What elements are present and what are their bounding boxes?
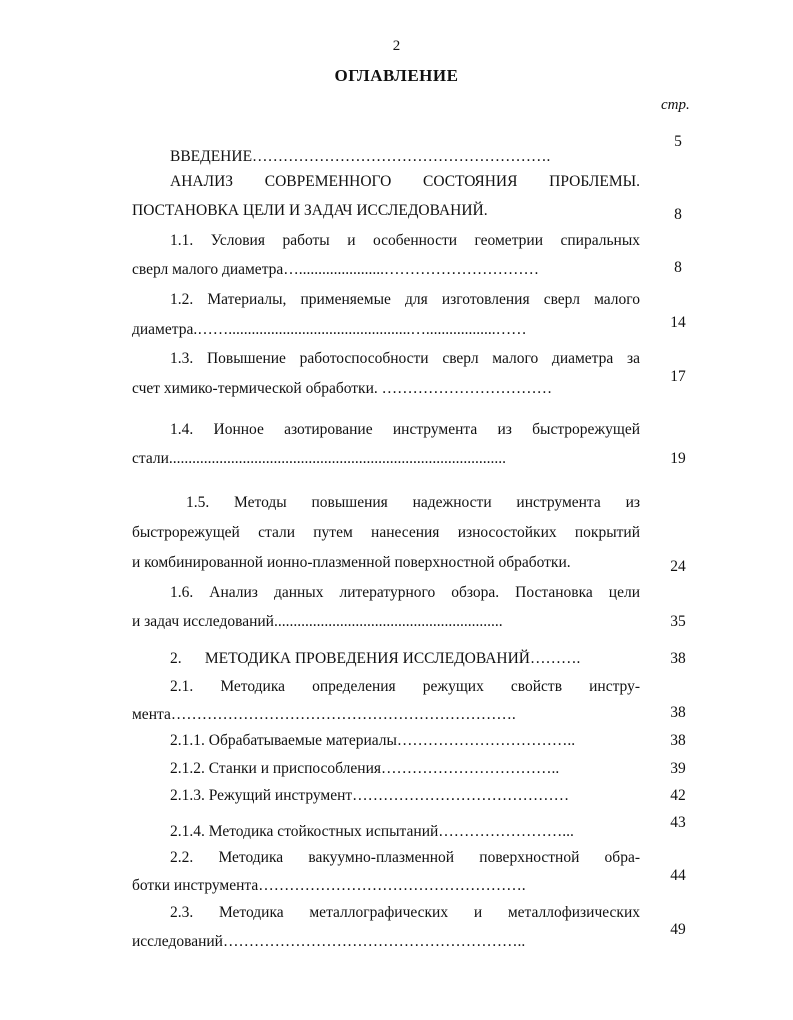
toc-entry-1-5-line3: и комбинированной ионно-плазменной поверхностной обработки.: [132, 554, 571, 571]
toc-page-2-1: 38: [670, 704, 686, 721]
toc-entry-2-1-3: 2.1.3. Режущий инструмент……………………………………: [170, 787, 570, 804]
toc-page-2-1-1: 38: [670, 732, 686, 749]
toc-entry-2-1-line1: 2.1. Методика определения режущих свойств инстру-: [170, 678, 640, 695]
toc-page-2-1-2: 39: [670, 760, 686, 777]
toc-page-1-3: 17: [670, 368, 686, 385]
toc-page-ch1: 8: [674, 206, 682, 223]
toc-entry-ch2: 2. МЕТОДИКА ПРОВЕДЕНИЯ ИССЛЕДОВАНИЙ……….: [170, 650, 581, 667]
toc-entry-2-2-line1: 2.2. Методика вакуумно-плазменной поверхностной обра-: [170, 849, 640, 866]
toc-entry-1-1-line2: сверл малого диаметра…......................…………………………: [132, 261, 540, 278]
toc-entry-ch1-line2: ПОСТАНОВКА ЦЕЛИ И ЗАДАЧ ИССЛЕДОВАНИЙ.: [132, 202, 488, 219]
toc-entry-1-1-line1: 1.1. Условия работы и особенности геометрии спиральных: [170, 232, 640, 249]
toc-entry-1-3-line1: 1.3. Повышение работоспособности сверл малого диаметра за: [170, 350, 640, 367]
toc-entry-intro: ВВЕДЕНИЕ………………………………………………….: [170, 148, 551, 165]
toc-page-1-6: 35: [670, 613, 686, 630]
toc-entry-1-4-line2: стали.......................................................................................: [132, 450, 507, 467]
page-title: ОГЛАВЛЕНИЕ: [334, 66, 459, 85]
toc-entry-1-5-line2: быстрорежущей стали путем нанесения износостойких покрытий: [132, 524, 640, 541]
page-column-label: стр.: [661, 97, 690, 113]
toc-entry-1-6-line2: и задач исследований...........................................................: [132, 613, 503, 630]
toc-entry-2-1-4: 2.1.4. Методика стойкостных испытаний……………………...: [170, 823, 574, 840]
toc-entry-2-3-line1: 2.3. Методика металлографических и металлофизических: [170, 904, 640, 921]
toc-entry-ch1-line1: АНАЛИЗ СОВРЕМЕННОГО СОСТОЯНИЯ ПРОБЛЕМЫ.: [170, 173, 640, 190]
toc-page-1-5: 24: [670, 558, 686, 575]
page-number: 2: [392, 38, 401, 54]
toc-page-1-4: 19: [670, 450, 686, 467]
toc-entry-1-6-line1: 1.6. Анализ данных литературного обзора. Постановка цели: [170, 584, 640, 601]
toc-page-intro: 5: [674, 133, 682, 150]
toc-page-2-1-4: 43: [670, 814, 686, 831]
toc-page-1-2: 14: [670, 314, 686, 331]
toc-entry-1-3-line2: счет химико-термической обработки. ……………………………: [132, 380, 553, 397]
toc-entry-1-4-line1: 1.4. Ионное азотирование инструмента из быстрорежущей: [170, 421, 640, 438]
toc-entry-1-2-line1: 1.2. Материалы, применяемые для изготовления сверл малого: [170, 291, 640, 308]
toc-entry-1-5-line1: 1.5. Методы повышения надежности инструмента из: [186, 494, 640, 511]
toc-entry-2-1-1: 2.1.1. Обрабатываемые материалы……………………………..: [170, 732, 576, 749]
toc-entry-2-1-2: 2.1.2. Станки и приспособления……………………………..: [170, 760, 560, 777]
toc-page-2-1-3: 42: [670, 787, 686, 804]
toc-entry-2-3-line2: исследований…………………………………………………..: [132, 933, 526, 950]
toc-page-1-1: 8: [674, 259, 682, 276]
toc-page-2-3: 49: [670, 921, 686, 938]
toc-entry-2-1-line2: мента………………………………………………………….: [132, 706, 516, 723]
toc-entry-2-2-line2: ботки инструмента…………………………………………….: [132, 877, 526, 894]
toc-page-ch2: 38: [670, 650, 686, 667]
toc-entry-1-2-line2: диаметра.……...............................................…..................……: [132, 321, 527, 338]
toc-page-2-2: 44: [670, 867, 686, 884]
